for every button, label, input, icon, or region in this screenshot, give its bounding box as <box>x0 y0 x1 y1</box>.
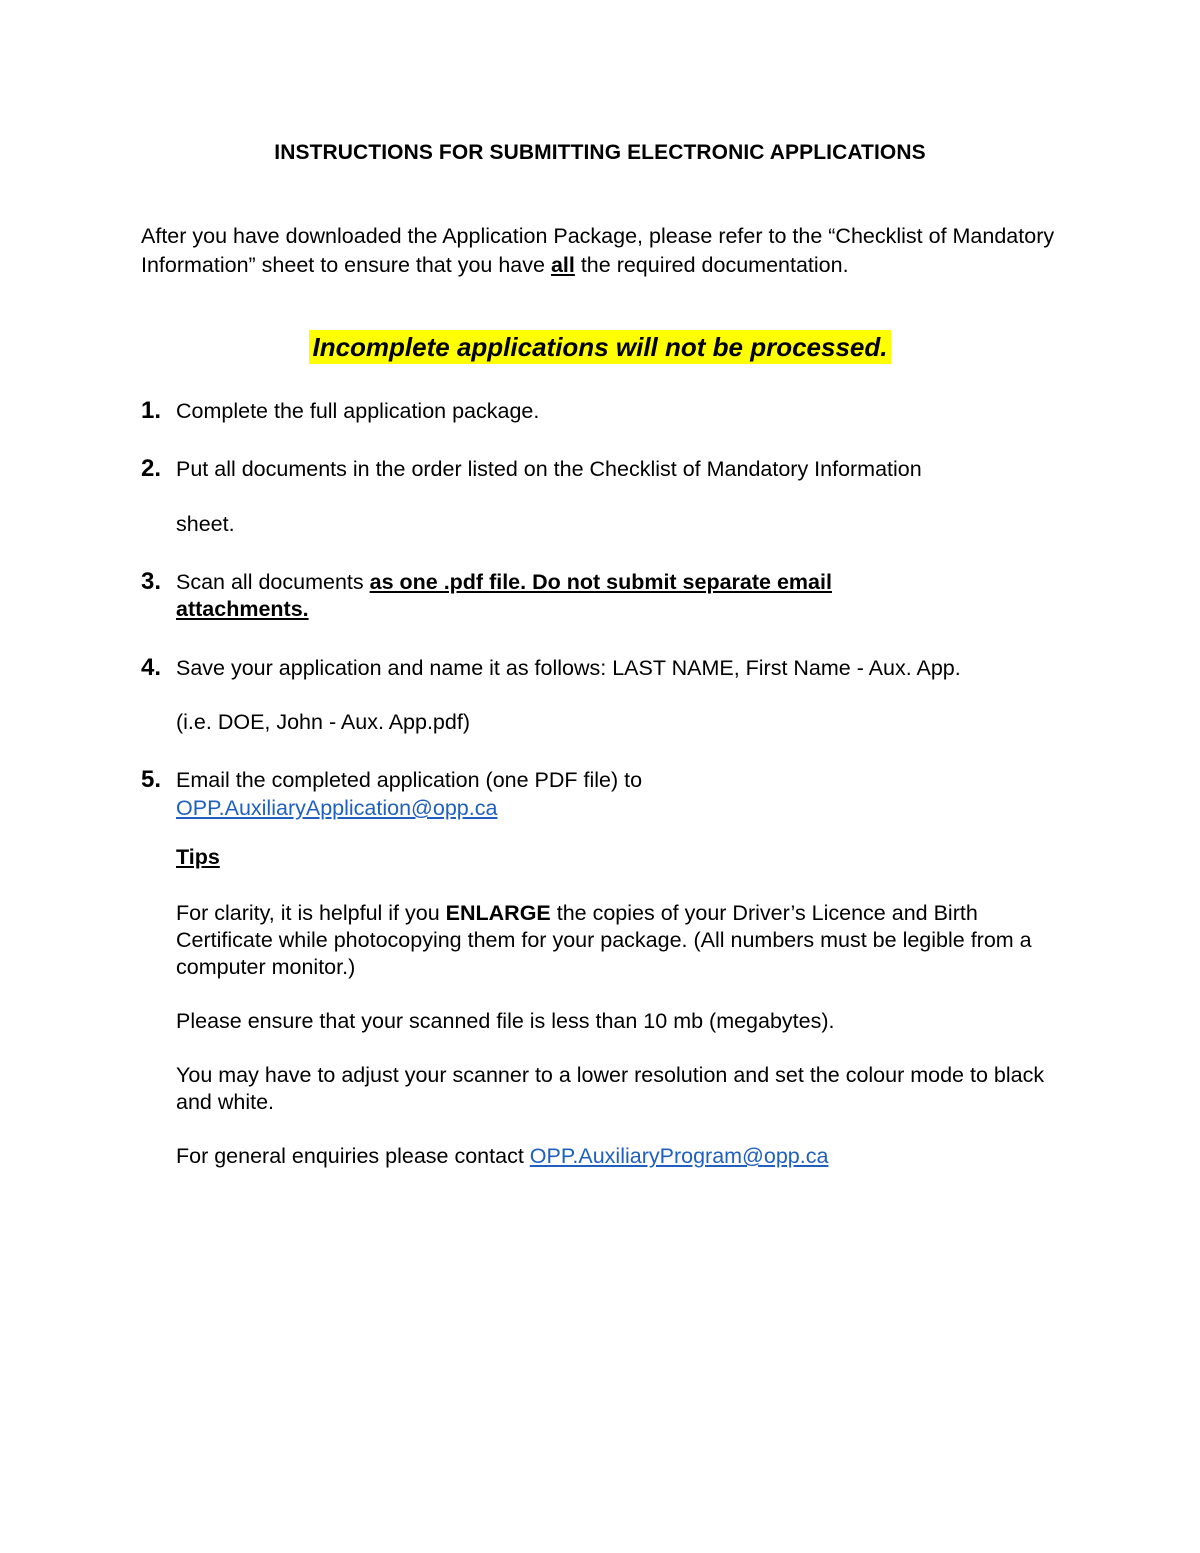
step-1-text: Complete the full application package. <box>176 399 540 423</box>
tip-1-part1: For clarity, it is helpful if you <box>176 901 446 925</box>
page-title: INSTRUCTIONS FOR SUBMITTING ELECTRONIC APPLICATIONS <box>274 141 926 164</box>
tip-4-text: For general enquiries please contact <box>176 1144 530 1168</box>
tip-1-bold: ENLARGE <box>445 901 551 925</box>
intro-emphasis: all <box>550 253 575 277</box>
step-3-text: Scan all documents <box>176 570 370 594</box>
program-email-link[interactable]: OPP.AuxiliaryProgram@opp.ca <box>529 1144 829 1168</box>
tip-enlarge <box>176 900 1066 981</box>
step-2-number: 2. <box>141 455 162 482</box>
intro-text-part1: After you have downloaded the Application Package, please refer to the “Checklist of Mandatory Information” sheet to ensure that you have <box>141 224 1055 277</box>
step-5-number: 5. <box>141 766 162 793</box>
intro-text-part2: the required documentation. <box>574 253 849 277</box>
tip-file-size: Please ensure that your scanned file is less than 10 mb (megabytes). <box>176 1009 835 1033</box>
intro-paragraph <box>141 222 1061 280</box>
tip-general-enquiries <box>176 1143 1066 1170</box>
tips-heading: Tips <box>176 845 220 869</box>
warning-text: Incomplete applications will not be processed. <box>309 330 890 364</box>
step-1-number: 1. <box>141 397 162 424</box>
tip-scanner-settings: You may have to adjust your scanner to a lower resolution and set the colour mode to black and white. <box>176 1063 1045 1114</box>
step-4-text-line1: Save your application and name it as follows: LAST NAME, First Name - Aux. App. <box>176 656 961 680</box>
step-5-text-line1: Email the completed application (one PDF file) to <box>176 768 643 792</box>
step-3-emphasis-line2: attachments. <box>176 597 309 621</box>
step-3-text-line1 <box>176 568 1056 596</box>
step-3-emphasis-line1: as one .pdf file. Do not submit separate email <box>369 570 832 594</box>
step-4-number: 4. <box>141 654 162 681</box>
tip-1-part2: the copies of your Driver’s Licence and Birth Certificate while photocopying them for your package. (All numbers must be legible from a computer monitor.) <box>176 901 1032 979</box>
step-2-text-line1: Put all documents in the order listed on the Checklist of Mandatory Information <box>176 457 922 481</box>
application-email-link[interactable]: OPP.AuxiliaryApplication@opp.ca <box>176 796 498 820</box>
step-3-number: 3. <box>141 568 162 595</box>
step-4-text-line2: (i.e. DOE, John - Aux. App.pdf) <box>176 710 470 734</box>
step-5-email-line <box>176 794 1056 822</box>
step-2-text-line2: sheet. <box>176 512 235 536</box>
warning-banner <box>0 330 1200 364</box>
